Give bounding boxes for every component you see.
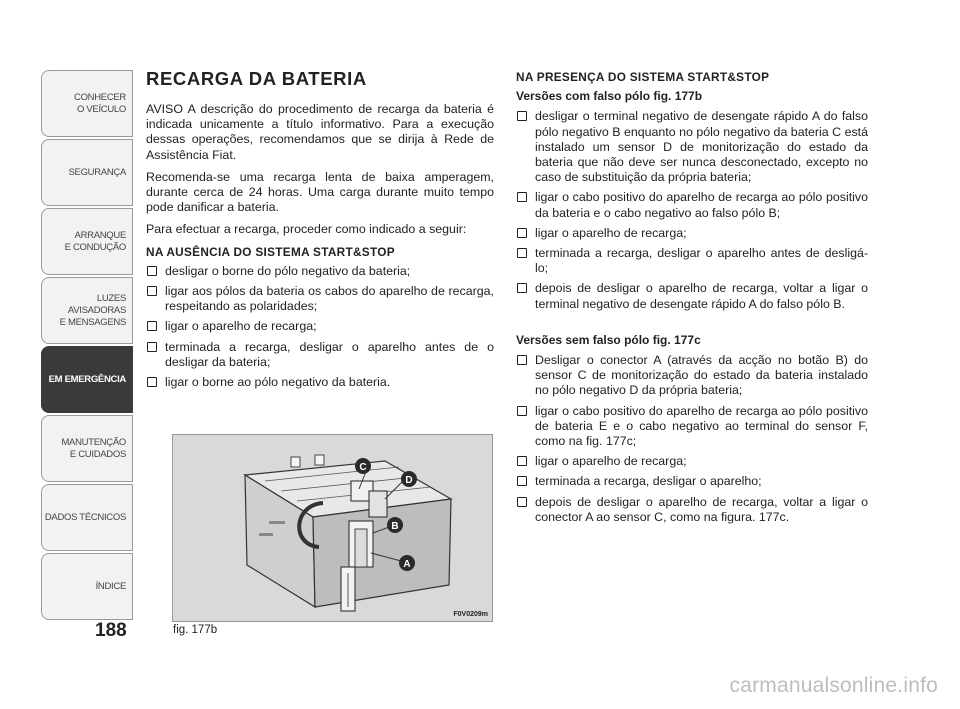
checkbox-bullet-icon: [147, 266, 157, 276]
callout-b-label: B: [391, 521, 399, 532]
subheading-without-false-pole: Versões sem falso pólo fig. 177c: [516, 332, 701, 347]
battery-illustration: [173, 435, 494, 623]
list-item: desligar o terminal negativo de desengate rápido A do falso pólo negativo B enquanto no pólo negativo da bateria C está instalado um sensor D de monitorização do estado da bateria que não deve ser nunca desconectado, excepto no caso de substituição da própria bateria;: [516, 109, 868, 185]
checkbox-bullet-icon: [517, 228, 527, 238]
checkbox-bullet-icon: [147, 342, 157, 352]
steps-no-startstop: [146, 264, 494, 390]
left-column: [146, 68, 494, 395]
steps-without-false-pole: [516, 353, 868, 525]
chapter-tabs: [41, 70, 133, 622]
list-item: depois de desligar o aparelho de recarga, voltar a ligar o terminal negativo de desengate rápido A do falso pólo B.: [516, 281, 868, 311]
checkbox-bullet-icon: [517, 283, 527, 293]
warning-paragraph: AVISO A descrição do procedimento de recarga da bateria é indicada unicamente a título informativo. Para a execução dessas operações, recomendamos que se dirija à Rede de Assistência Fiat.: [146, 102, 494, 162]
tab-dados-tecnicos[interactable]: DADOS TÉCNICOS: [41, 484, 133, 551]
checkbox-bullet-icon: [517, 476, 527, 486]
list-item: terminada a recarga, desligar o aparelho;: [516, 474, 868, 489]
section-heading-startstop: NA PRESENÇA DO SISTEMA START&STOP: [516, 70, 770, 84]
checkbox-bullet-icon: [517, 497, 527, 507]
checkbox-bullet-icon: [147, 286, 157, 296]
list-item: ligar o aparelho de recarga;: [516, 226, 868, 241]
list-item: ligar o aparelho de recarga;: [516, 454, 868, 469]
list-item: desligar o borne do pólo negativo da bateria;: [146, 264, 494, 279]
callout-c-label: C: [359, 462, 367, 473]
recommendation-paragraph: Recomenda-se uma recarga lenta de baixa amperagem, durante cerca de 24 horas. Uma carga durante muito tempo pode danificar a bateria.: [146, 169, 494, 215]
checkbox-bullet-icon: [517, 406, 527, 416]
subheading-with-false-pole: Versões com falso pólo fig. 177b: [516, 89, 703, 104]
section-heading-no-startstop: NA AUSÊNCIA DO SISTEMA START&STOP: [146, 244, 395, 259]
callout-a-label: A: [403, 559, 411, 570]
checkbox-bullet-icon: [517, 111, 527, 121]
right-column: [516, 70, 868, 530]
tab-indice[interactable]: ÍNDICE: [41, 553, 133, 620]
page-title: RECARGA DA BATERIA: [146, 68, 367, 89]
checkbox-bullet-icon: [147, 321, 157, 331]
list-item: ligar o cabo positivo do aparelho de recarga ao pólo positivo de bateria E e o cabo negativo ao terminal do sensor F, como na fig. 177c;: [516, 404, 868, 450]
list-item: ligar aos pólos da bateria os cabos do aparelho de recarga, respeitando as polaridades;: [146, 284, 494, 314]
tab-conhecer-o-veiculo[interactable]: CONHECER O VEÍCULO: [41, 70, 133, 137]
tab-arranque-e-conducao[interactable]: ARRANQUE E CONDUÇÃO: [41, 208, 133, 275]
callout-d-label: D: [405, 475, 413, 486]
list-item: depois de desligar o aparelho de recarga, voltar a ligar o conector A ao sensor C, como na figura. 177c.: [516, 495, 868, 525]
figure-code: F0V0209m: [453, 611, 488, 618]
page-number: 188: [95, 620, 127, 641]
list-item: terminada a recarga, desligar o aparelho antes de o desligar da bateria;: [146, 340, 494, 370]
checkbox-bullet-icon: [517, 355, 527, 365]
list-item: ligar o borne ao pólo negativo da bateria.: [146, 375, 494, 390]
list-item: terminada a recarga, desligar o aparelho antes de desligá-lo;: [516, 246, 868, 276]
tab-em-emergencia[interactable]: EM EMERGÊNCIA: [41, 346, 133, 413]
checkbox-bullet-icon: [517, 192, 527, 202]
figure-caption: fig. 177b: [173, 624, 218, 636]
watermark-text[interactable]: carmanualsonline.info: [729, 674, 938, 697]
tab-manutencao-e-cuidados[interactable]: MANUTENÇÃO E CUIDADOS: [41, 415, 133, 482]
procedure-intro: Para efectuar a recarga, proceder como indicado a seguir:: [146, 222, 467, 237]
steps-with-false-pole: [516, 109, 868, 311]
battery-figure: [172, 434, 493, 622]
checkbox-bullet-icon: [147, 377, 157, 387]
list-item: Desligar o conector A (através da acção no botão B) do sensor C de monitorização do estado da bateria instalado no pólo negativo D da própria bateria;: [516, 353, 868, 399]
tab-seguranca[interactable]: SEGURANÇA: [41, 139, 133, 206]
checkbox-bullet-icon: [517, 456, 527, 466]
tab-luzes-avisadoras[interactable]: LUZES AVISADORAS E MENSAGENS: [41, 277, 133, 344]
list-item: ligar o aparelho de recarga;: [146, 319, 494, 334]
list-item: ligar o cabo positivo do aparelho de recarga ao pólo positivo da bateria e o cabo negativo ao falso pólo B;: [516, 190, 868, 220]
checkbox-bullet-icon: [517, 248, 527, 258]
